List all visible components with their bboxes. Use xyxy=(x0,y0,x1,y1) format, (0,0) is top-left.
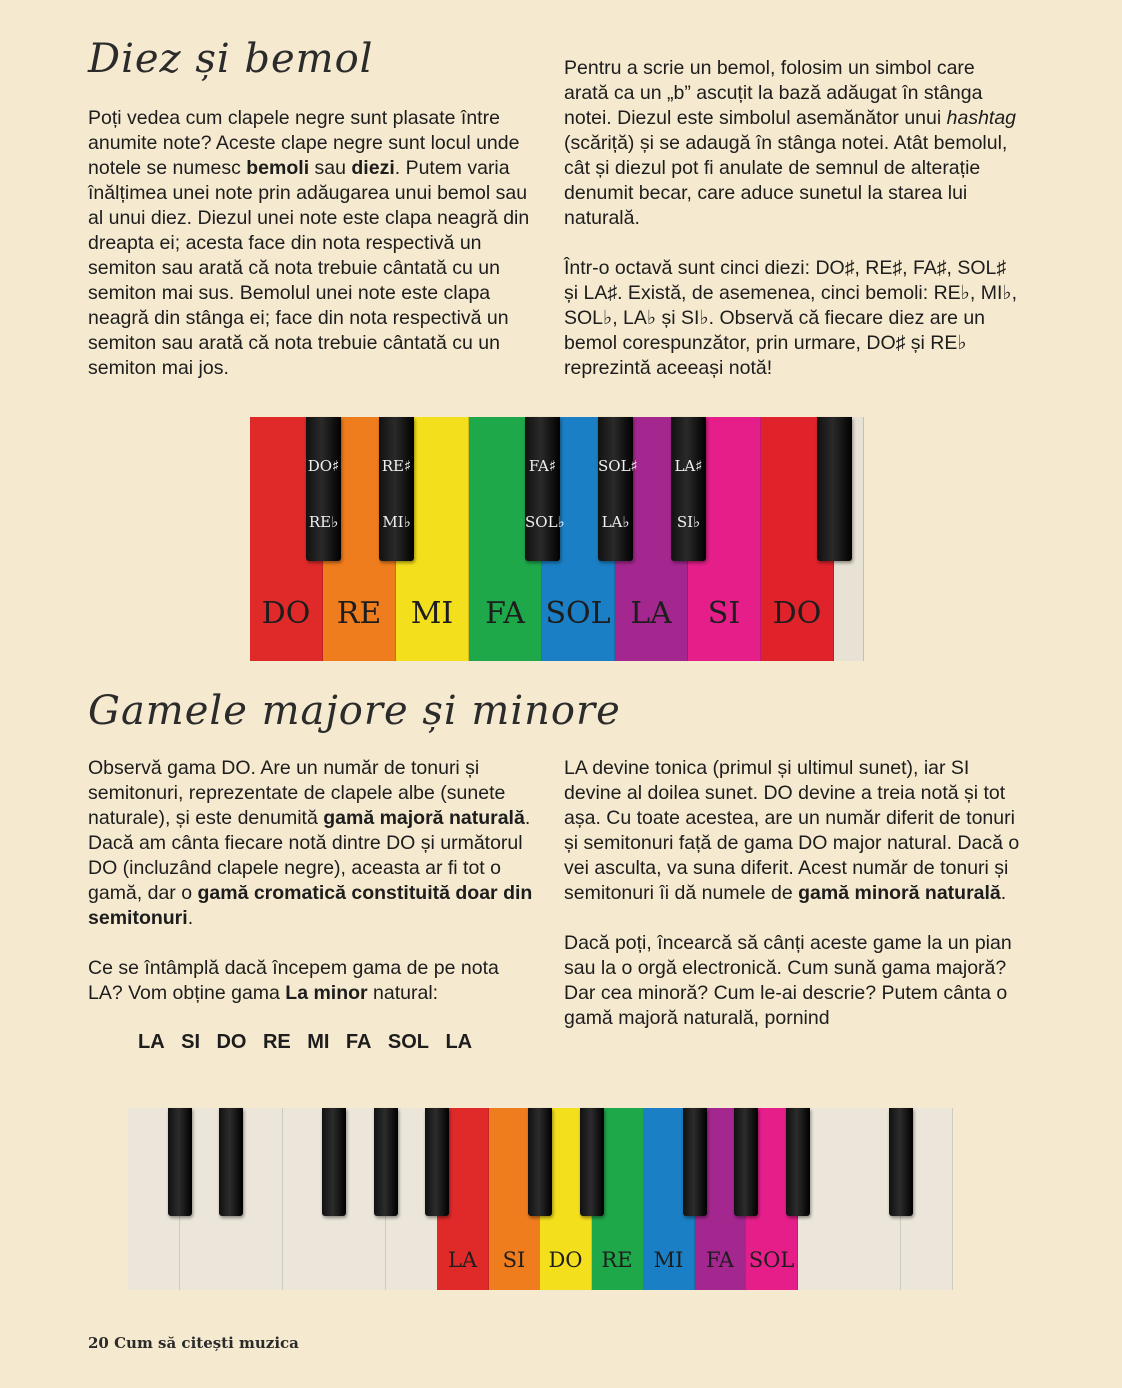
white-key-label: DO xyxy=(548,1248,583,1272)
black-key xyxy=(671,417,706,561)
scale-note: DO xyxy=(216,1031,247,1053)
text-run: natural: xyxy=(367,982,439,1004)
black-key-sharp-label: RE♯ xyxy=(381,457,412,475)
scale-note: FA xyxy=(345,1031,372,1053)
white-key-label: LA xyxy=(447,1248,478,1272)
black-key xyxy=(374,1108,398,1216)
black-key-sharp-label: DO♯ xyxy=(307,457,340,475)
bold-term-diezi: diezi xyxy=(351,157,395,179)
text-run: sau xyxy=(309,157,352,179)
black-key-flat-label: LA♭ xyxy=(601,513,630,531)
text-run: . xyxy=(1000,882,1007,904)
section2-right-paragraph-1 xyxy=(564,756,1024,906)
colored-keyboard-octave xyxy=(250,417,870,663)
page-number: 20 xyxy=(88,1334,109,1352)
section1-left-column xyxy=(88,106,538,406)
black-key xyxy=(528,1108,552,1216)
black-key xyxy=(219,1108,243,1216)
black-key-flat-label: SOL♭ xyxy=(525,513,565,531)
black-key xyxy=(734,1108,758,1216)
white-key-label: SI xyxy=(707,596,741,631)
text-run: (scăriță) și se adaugă în stânga notei. Atât bemolul, cât și diezul pot fi anulate de semnul de alterație denumit becar, care aduce sunetul la starea lui naturală. xyxy=(564,132,1008,229)
bold-term-la-minor: La minor xyxy=(285,982,368,1004)
text-run: Observă gama DO. Are un număr de tonuri și semitonuri, reprezentate de clapele albe (sunete naturale), și este denumită xyxy=(88,757,506,829)
scale-note: LA xyxy=(138,1031,165,1053)
section1-left-paragraph xyxy=(88,106,538,381)
black-key xyxy=(168,1108,192,1216)
black-key xyxy=(786,1108,810,1216)
white-key-label: SI xyxy=(502,1248,526,1272)
white-key-label: RE xyxy=(601,1248,633,1272)
bold-term-gama-minora: gamă minoră naturală xyxy=(798,882,1001,904)
section2-left-paragraph-2 xyxy=(88,956,538,1006)
black-key xyxy=(817,417,852,561)
section1-right-paragraph-1 xyxy=(564,56,1024,231)
section2-right-column xyxy=(564,756,1024,1056)
book-title: Cum să citești muzica xyxy=(114,1334,299,1352)
text-run: . xyxy=(187,907,194,929)
white-key-label: LA xyxy=(630,596,672,631)
white-key-label: MI xyxy=(653,1248,684,1272)
black-key xyxy=(525,417,565,561)
section2-left-column xyxy=(88,756,538,1031)
bold-term-bemoli: bemoli xyxy=(246,157,310,179)
section1-right-column xyxy=(564,56,1024,406)
white-key-label: DO xyxy=(772,596,822,631)
black-key-sharp-label: FA♯ xyxy=(528,457,557,475)
bold-term-gama-majora: gamă majoră naturală xyxy=(323,807,525,829)
white-key-label: DO xyxy=(261,596,311,631)
section2-right-paragraph-2: Dacă poți, încearcă să cânți aceste game la un pian sau la o orgă electronică. Cum sună gama majoră? Dar cea minoră? Cum le-ai descrie? Putem cânta o gamă majoră naturală, pornind xyxy=(564,932,1012,1029)
bold-term-gama-cromatica: gamă cromatică constituită doar din semitonuri xyxy=(88,882,533,929)
black-key xyxy=(598,417,638,561)
white-key-label: RE xyxy=(336,596,382,631)
scale-note: SOL xyxy=(387,1031,429,1053)
section2-left-paragraph-1 xyxy=(88,756,538,931)
italic-term-hashtag: hashtag xyxy=(946,107,1017,129)
text-run: . Dacă am cânta fiecare notă dintre DO și următorul DO (incluzând clapele negre), aceasta ar fi tot o gamă, dar o xyxy=(88,807,531,904)
black-key xyxy=(580,1108,604,1216)
black-key-flat-label: SI♭ xyxy=(676,513,701,531)
black-key xyxy=(306,417,341,561)
black-key-sharp-label: SOL♯ xyxy=(598,457,638,475)
white-key-label: SOL xyxy=(545,596,611,631)
la-minor-keyboard xyxy=(128,1108,964,1292)
black-key-sharp-label: LA♯ xyxy=(674,457,703,475)
scale-note: SI xyxy=(181,1031,201,1053)
white-key-label: MI xyxy=(410,596,454,631)
text-run: Pentru a scrie un bemol, folosim un simbol care arată ca un „b” ascuțit la bază adăugat în stânga notei. Diezul este simbolul asemănător unui xyxy=(564,57,983,129)
section-title-diez-bemol: Diez și bemol xyxy=(88,36,374,82)
la-minor-scale-notes xyxy=(138,1031,558,1054)
black-key xyxy=(683,1108,707,1216)
page-footer xyxy=(88,1334,299,1352)
black-key xyxy=(425,1108,449,1216)
text-run: Poți vedea cum clapele negre sunt plasate între anumite note? Aceste clape negre sunt locul unde notele se numesc xyxy=(88,107,520,179)
black-key xyxy=(322,1108,346,1216)
white-key-label: FA xyxy=(706,1248,734,1272)
scale-note: MI xyxy=(307,1031,330,1053)
scale-note: RE xyxy=(262,1031,291,1053)
white-key-label: SOL xyxy=(748,1248,795,1272)
text-run: LA devine tonica (primul și ultimul sunet), iar SI devine al doilea sunet. DO devine a treia notă și tot așa. Cu toate acestea, are un număr diferit de tonuri și semitonuri față de gama DO major natural. Dacă o vei asculta, va suna diferit. Acest număr de tonuri și semitonuri îi dă numele de xyxy=(564,757,1020,904)
black-key xyxy=(379,417,414,561)
white-key-label: FA xyxy=(485,596,525,631)
scale-note: LA xyxy=(445,1031,473,1053)
black-key xyxy=(889,1108,913,1216)
black-key-flat-label: RE♭ xyxy=(308,513,339,531)
text-run: . Putem varia înălțimea unei note prin adăugarea unui bemol sau al unui diez. Diezul unei note este clapa neagră din dreapta ei; acesta face din nota respectivă un semiton sau arată că nota trebuie cântată cu un semiton mai sus. Bemolul unei note este clapa neagră din stânga ei; face din nota respectivă un semiton sau arată că nota trebuie cântată cu un semiton mai jos. xyxy=(88,157,530,379)
section1-right-paragraph-2: Într-o octavă sunt cinci diezi: DO♯, RE♯, FA♯, SOL♯ și LA♯. Există, de asemenea, cinci bemoli: RE♭, MI♭, SOL♭, LA♭ și SI♭. Observă că fiecare diez are un bemol corespunzător, prin urmare, DO♯ și RE♭ reprezintă aceeași notă! xyxy=(564,257,1017,379)
text-run: Ce se întâmplă dacă începem gama de pe nota LA? Vom obține gama xyxy=(88,957,499,1004)
section-title-gamele: Gamele majore și minore xyxy=(88,688,621,734)
black-key-flat-label: MI♭ xyxy=(382,513,411,531)
